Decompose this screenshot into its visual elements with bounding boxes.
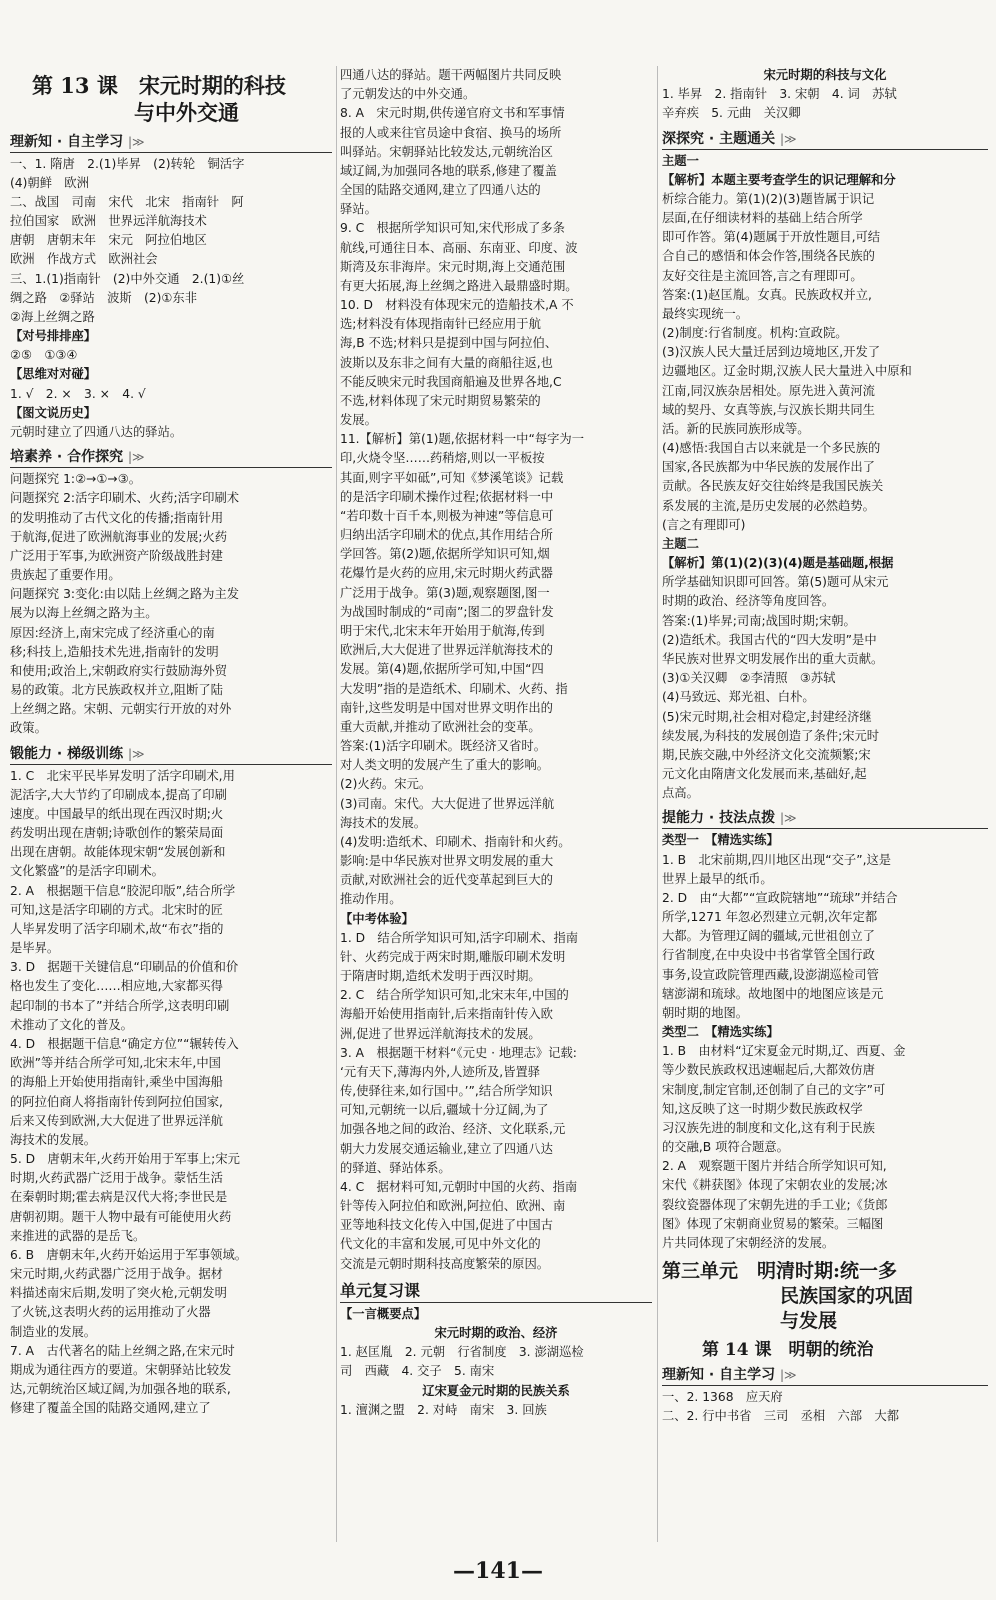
text-line: 【解析】本题主要考查学生的识记理解和分	[662, 172, 896, 187]
text-line: 欧洲 作战方式 欧洲社会	[10, 252, 158, 267]
text-line: 四通八达的驿站。题干两幅图片共同反映	[340, 68, 562, 82]
text-line: 贡献。各民族友好交往始终是我国民族关	[662, 479, 884, 494]
judge-answers: 1. √ 2. × 3. × 4. √	[10, 386, 146, 401]
text-line: 的海船上开始使用指南针,乘坐中国海船	[10, 1075, 223, 1090]
text-line: 展为以海上丝绸之路为主。	[10, 606, 158, 621]
text-line: 文化繁盛”的是活字印刷术。	[10, 864, 164, 879]
text-line: 时期,火药武器广泛用于战争。蒙恬生活	[10, 1171, 223, 1186]
text-line: 有更大拓展,海上丝绸之路进入最鼎盛时期。	[340, 278, 578, 293]
text-line: 所学,1271 年忽必烈建立元朝,次年定都	[662, 910, 878, 925]
coop-answers	[10, 470, 332, 738]
text-line: (4)发明:造纸术、印刷术、指南针和火药。	[340, 834, 571, 849]
section-heading-review: 单元复习课	[340, 1278, 652, 1303]
text-line: 速度。中国最早的纸出现在西汉时期;火	[10, 806, 224, 821]
text-line: 了元朝发达的中外交通。	[340, 87, 476, 102]
text-line: 类型一 【精选实练】	[662, 833, 779, 848]
text-line: 即可作答。第(4)题属于开放性题目,可结	[662, 230, 881, 245]
text-line: 系发展的主流,是历史发展的必然趋势。	[662, 498, 875, 513]
text-line: 发展。	[340, 413, 377, 428]
text-line: 江南,同汉族杂居相处。原先进入黄河流	[662, 383, 875, 398]
text-line: 料描述南宋后期,发明了突火枪,元朝发明	[10, 1286, 227, 1301]
text-line: 海技术的发展。	[340, 815, 427, 830]
text-line: (言之有理即可)	[662, 517, 746, 532]
exam-answers	[340, 929, 652, 1274]
text-line: 政策。	[10, 721, 47, 736]
text-line: 大发明”指的是造纸术、印刷术、火药、指	[340, 681, 568, 696]
column-1	[10, 66, 332, 1542]
text-line: 格也发生了变化……相应地,大家都买得	[10, 979, 223, 994]
text-line: 3. D 据题干关键信息“印刷品的价值和价	[10, 960, 239, 975]
text-line: (3)司南。宋代。大大促进了世界远洋航	[340, 796, 555, 811]
text-line: (2)火药。宋元。	[340, 777, 432, 792]
text-line: 1. 赵匡胤 2. 元朝 行省制度 3. 澎湖巡检	[340, 1345, 584, 1360]
text-line: 最终实现统一。	[662, 306, 749, 321]
text-line: 广泛用于战争。第(3)题,观察题图,图一	[340, 585, 550, 600]
text-line: 代文化的丰富和发展,可见中外文化的	[340, 1237, 541, 1252]
text-line: 主题二	[662, 536, 699, 551]
text-line: 域辽阔,为加强同各地的联系,修建了覆盖	[340, 163, 557, 178]
text-line: 驿站。	[340, 202, 377, 217]
text-line: 的阿拉伯商人将指南针传到阿拉伯国家,	[10, 1094, 223, 1109]
text-line: 对人类文明的发展产生了重大的影响。	[340, 758, 550, 773]
text-line: 图》体现了宋朝商业贸易的繁荣。三幅图	[662, 1216, 884, 1231]
text-line: 2. D 由“大都”“宣政院辖地”“琉球”并结合	[662, 890, 898, 905]
text-line: 后来又传到欧洲,大大促进了世界远洋航	[10, 1113, 223, 1128]
text-line: 2. C 结合所学知识可知,北宋末年,中国的	[340, 988, 569, 1003]
text-line: 宋制度,制定官制,还创制了自己的文字”可	[662, 1082, 886, 1097]
text-line: 于隋唐时期,造纸术发明于西汉时期。	[340, 969, 541, 984]
text-line: 影响:是中华民族对世界文明发展的重大	[340, 854, 554, 869]
text-line: 边疆地区。辽金时期,汉族人民大量进入中原和	[662, 364, 912, 379]
text-line: 海船开始使用指南针,后来指南针传入欧	[340, 1007, 553, 1022]
text-line: 选;材料没有体现指南针已经应用于航	[340, 317, 541, 332]
text-line: 归纳出活字印刷术的优点,其作用结合所	[340, 528, 553, 543]
text-line: 在秦朝时期;霍去病是汉代大将;李世民是	[10, 1190, 228, 1205]
text-line: 可知,元朝统一以后,疆域十分辽阔,为了	[340, 1103, 549, 1118]
text-line: 贵族起了重要作用。	[10, 568, 121, 583]
text-line: 绸之路 ②驿站 波斯 (2)①东非	[10, 290, 198, 305]
column-divider	[657, 66, 658, 1542]
skill-answers	[662, 831, 988, 1253]
text-line: 宋代《耕获图》体现了宋朝农业的发展;冰	[662, 1178, 888, 1193]
science-answers	[662, 85, 988, 123]
text-line: (3)汉族人民大量迁居到边境地区,开发了	[662, 345, 881, 360]
text-line: 叫驿站。宋朝驿站比较发达,元朝统治区	[340, 144, 553, 159]
section-heading-skill: 提能力 · 技法点拨 |≫	[662, 807, 988, 829]
text-line: 3. A 根据题干材料“《元史 · 地理志》记载:	[340, 1045, 577, 1060]
politics-answers	[340, 1343, 652, 1381]
text-line: 4. D 根据题干信息“确定方位”“辗转传入	[10, 1036, 239, 1051]
text-line: 移;科技上,造船技术先进,指南针的发明	[10, 644, 219, 659]
text-line: 的是活字印刷术操作过程;依据材料一中	[340, 489, 554, 504]
text-line: 一、1. 隋唐 2.(1)毕昇 (2)转轮 铜活字	[10, 156, 245, 171]
text-line: 的驿道、驿站体系。	[340, 1160, 451, 1175]
ethnic-answers	[340, 1401, 652, 1420]
deep-answers	[662, 152, 988, 804]
text-line: 2. A 观察题干图片并结合所学知识可知,	[662, 1159, 887, 1174]
text-line: 发展。第(4)题,依据所学可知,中国“四	[340, 662, 544, 677]
text-line: 学回答。第(2)题,依据所学知识可知,烟	[340, 547, 550, 562]
text-line: 习汉族先进的制度和文化,这有利于民族	[662, 1120, 875, 1135]
text-line: 人毕昇发明了活字印刷术,故“布衣”指的	[10, 921, 224, 936]
text-line: 航线,可通往日本、高丽、东南亚、印度、波	[340, 240, 578, 255]
tag-summary: 【一言概要点】	[340, 1306, 427, 1321]
learn-2-answers	[662, 1388, 988, 1426]
text-line: 1. 毕昇 2. 指南针 3. 宋朝 4. 词 苏轼	[662, 87, 897, 102]
train-answers	[10, 767, 332, 1419]
text-line: 8. A 宋元时期,供传递官府文书和军事情	[340, 106, 565, 121]
text-line: 答案:(1)毕昇;司南;战国时期;宋朝。	[662, 613, 856, 628]
text-line: 来推进的武器的是岳飞。	[10, 1228, 146, 1243]
text-line: 全国的陆路交通网,建立了四通八达的	[340, 183, 541, 198]
text-line: 元文化由隋唐文化发展而来,基础好,起	[662, 767, 867, 782]
text-line: 6. B 唐朝末年,火药开始运用于军事领域。	[10, 1247, 248, 1262]
text-line: 5. D 唐朝末年,火药开始用于军事上;宋元	[10, 1152, 240, 1167]
text-line: ②海上丝绸之路	[10, 309, 95, 324]
text-line: 司 西藏 4. 交子 5. 南宋	[340, 1364, 495, 1379]
text-line: 10. D 材料没有体现宋元的造船技术,A 不	[340, 298, 574, 313]
text-line: 类型二 【精选实练】	[662, 1025, 779, 1040]
text-line: (4)朝鲜 欧洲	[10, 175, 89, 190]
text-line: 1. C 北宋平民毕昇发明了活字印刷术,用	[10, 768, 235, 783]
text-line: 二、战国 司南 宋代 北宋 指南针 阿	[10, 194, 244, 209]
text-line: 答案:(1)活字印刷术。既经济又省时。	[340, 739, 547, 754]
text-line: 等少数民族政权迅速崛起后,大都效仿唐	[662, 1063, 875, 1078]
text-line: 1. B 北宋前期,四川地区出现“交子”,这是	[662, 852, 892, 867]
text-line: 传,使驿往来,如行国中。’”,结合所学知识	[340, 1084, 553, 1099]
text-line: 唐朝 唐朝末年 宋元 阿拉伯地区	[10, 233, 207, 248]
text-line: 大都。为管理辽阔的疆域,元世祖创立了	[662, 929, 875, 944]
text-line: 交流是元朝时期科技高度繁荣的原因。	[340, 1256, 550, 1271]
text-line: (4)马致远、郑光祖、白朴。	[662, 690, 815, 705]
text-line: 药发明出现在唐朝;诗歌创作的繁荣局面	[10, 826, 224, 841]
picture-answer: 元朝时建立了四通八达的驿站。	[10, 425, 183, 439]
text-line: (4)感悟:我国自古以来就是一个多民族的	[662, 441, 881, 456]
text-line: 和使用;政治上,宋朝政府实行鼓励海外贸	[10, 663, 228, 678]
text-line: 1. 澶渊之盟 2. 对峙 南宋 3. 回族	[340, 1402, 547, 1417]
text-line: 友好交往是主流回答,言之有理即可。	[662, 268, 863, 283]
subheading-ethnic: 辽宋夏金元时期的民族关系	[422, 1383, 570, 1398]
text-line: 宋元时期,火药武器广泛用于战争。据材	[10, 1267, 223, 1282]
text-line: 9. C 根据所学知识可知,宋代形成了多条	[340, 221, 565, 236]
text-line: 报的人或来往官员途中食宿、换马的场所	[340, 125, 562, 140]
text-line: 7. A 古代著名的陆上丝绸之路,在宋元时	[10, 1343, 235, 1358]
section-heading-coop: 培素养 · 合作探究 |≫	[10, 446, 332, 468]
section-heading-train: 锻能力 · 梯级训练 |≫	[10, 743, 332, 765]
text-line: 1. D 结合所学知识可知,活字印刷术、指南	[340, 930, 579, 945]
column-divider	[336, 66, 337, 1542]
text-line: 国家,各民族都为中华民族的发展作出了	[662, 460, 875, 475]
text-line: 合自己的感悟和体会作答,围绕各民族的	[662, 249, 875, 264]
text-line: 4. C 据材料可知,元朝时中国的火药、指南	[340, 1179, 578, 1194]
text-line: 三、1.(1)指南针 (2)中外交通 2.(1)①丝	[10, 271, 245, 286]
text-line: 达,元朝统治区域辽阔,为加强各地的联系,	[10, 1382, 231, 1397]
pair-answers: ②⑤ ①③④	[10, 348, 78, 363]
text-line: 出现在唐朝。故能体现宋朝“发展创新和	[10, 845, 226, 860]
subheading-politics: 宋元时期的政治、经济	[434, 1326, 558, 1340]
text-line: 印,火烧令坚……药稍熔,则以一平板按	[340, 451, 545, 466]
text-line: 续发展,为科技的发展创造了条件;宋元时	[662, 728, 880, 743]
text-line: 原因:经济上,南宋完成了经济重心的南	[10, 625, 215, 640]
text-line: (2)制度:行省制度。机构:宣政院。	[662, 326, 848, 341]
text-line: 欧洲”等并结合所学可知,北宋末年,中国	[10, 1056, 221, 1071]
text-line: 层面,在仔细读材料的基础上结合所学	[662, 211, 863, 226]
text-line: 为战国时制成的“司南”;图二的罗盘针发	[340, 604, 554, 619]
text-line: 朝大力发展交通运输业,建立了四通八达	[340, 1141, 553, 1156]
text-line: 于航海,促进了欧洲航海事业的发展;火药	[10, 529, 228, 544]
text-line: 是毕昇。	[10, 941, 60, 956]
text-line: 域的契丹、女真等族,与汉族长期共同生	[662, 402, 875, 417]
text-line: 拉伯国家 欧洲 世界远洋航海技术	[10, 214, 207, 229]
text-line: 易的政策。北方民族政权并立,阻断了陆	[10, 683, 223, 698]
text-line: 1. B 由材料“辽宋夏金元时期,辽、西夏、金	[662, 1044, 906, 1059]
text-line: 期,民族交融,中外经济文化交流频繁;宋	[662, 747, 871, 762]
text-line: 针、火药完成于两宋时期,雕版印刷术发明	[340, 949, 566, 964]
text-line: 答案:(1)赵匡胤。女真。民族政权并立,	[662, 287, 872, 302]
text-line: 行省制度,在中央设中书省掌管全国行政	[662, 948, 875, 963]
text-line: 析综合能力。第(1)(2)(3)题皆属于识记	[662, 191, 875, 206]
text-line: 问题探究 2:活字印刷术、火药;活字印刷术	[10, 491, 240, 506]
text-line: 问题探究 1:②→①→③。	[10, 472, 142, 487]
tag-picture: 【图文说历史】	[10, 405, 97, 420]
text-line: 洲,促进了世界远洋航海技术的发展。	[340, 1026, 541, 1041]
text-line: 辖澎湖和琉球。故地图中的地图应该是元	[662, 986, 884, 1001]
text-line: 波斯以及东非之间有大量的商船往返,也	[340, 355, 553, 370]
text-line: 华民族对世界文明发展作出的重大贡献。	[662, 651, 884, 666]
text-line: 贡献,对欧洲社会的近代变革起到巨大的	[340, 873, 553, 888]
column-2	[340, 66, 652, 1542]
section-heading-deep: 深探究 · 主题通关 |≫	[662, 128, 988, 150]
text-line: 知,这反映了这一时期少数民族政权学	[662, 1101, 863, 1116]
text-line: 其面,则字平如砥”,可知《梦溪笔谈》记载	[340, 470, 564, 485]
tag-exam: 【中考体验】	[340, 911, 414, 926]
text-line: 的发明推动了古代文化的传播;指南针用	[10, 510, 224, 525]
subheading-science: 宋元时期的科技与文化	[763, 68, 887, 82]
text-line: 上丝绸之路。宋朝、元朝实行开放的对外	[10, 702, 232, 717]
section-heading-learn-2: 理新知 · 自主学习 |≫	[662, 1364, 988, 1386]
text-line: 唐朝初期。题干人物中最有可能使用火药	[10, 1209, 232, 1224]
text-line: (3)①关汉卿 ②李清照 ③苏轼	[662, 671, 836, 686]
text-line: 了火铳,这表明火药的运用推动了火器	[10, 1305, 211, 1320]
learn-answers	[10, 155, 332, 328]
text-line: 世界上最早的纸币。	[662, 871, 773, 886]
text-line: 起印制的书本了”并结合所学,这表明印刷	[10, 998, 230, 1013]
text-line: (2)造纸术。我国古代的“四大发明”是中	[662, 632, 877, 647]
page-number: —141—	[453, 1558, 543, 1584]
unit-title: 第三单元 明清时期:统一多 民族国家的巩固 与发展	[662, 1260, 914, 1332]
text-line: 欧洲后,大大促进了世界远洋航海技术的	[340, 643, 553, 658]
text-line: 朝时期的地图。	[662, 1005, 749, 1020]
text-line: 加强各地之间的政治、经济、文化联系,元	[340, 1122, 566, 1137]
text-line: 泥活字,大大节约了印刷成本,提高了印刷	[10, 787, 227, 802]
text-line: 片共同体现了宋朝经济的发展。	[662, 1235, 835, 1250]
text-line: 亚等地科技文化传入中国,促进了中国古	[340, 1218, 553, 1233]
text-line: 推动作用。	[340, 892, 402, 907]
answers-continued	[340, 66, 652, 910]
text-line: 广泛用于军事,为欧洲资产阶级战胜封建	[10, 548, 223, 563]
text-line: 问题探究 3:变化:由以陆上丝绸之路为主发	[10, 587, 240, 602]
text-line: 明于宋代,北宋末年开始用于航海,传到	[340, 623, 545, 638]
text-line: 的交融,B 项符合题意。	[662, 1140, 789, 1155]
text-line: 南针,这些发明是中国对世界文明作出的	[340, 700, 553, 715]
tag-judge: 【思维对对碰】	[10, 367, 97, 382]
text-line: 可知,这是活字印刷的方式。北宋时的匠	[10, 902, 223, 917]
section-heading-learn: 理新知 · 自主学习 |≫	[10, 131, 332, 153]
text-line: 主题一	[662, 153, 699, 168]
text-line: (5)宋元时期,社会相对稳定,封建经济继	[662, 709, 872, 724]
text-line: 所学基础知识即可回答。第(5)题可从宋元	[662, 575, 889, 590]
text-line: 修建了覆盖全国的陆路交通网,建立了	[10, 1401, 211, 1416]
text-line: 裂纹瓷器体现了宋朝先进的手工业;《货郎	[662, 1197, 888, 1212]
text-line: 时期的政治、经济等角度回答。	[662, 594, 835, 609]
tag-pair: 【对号排排座】	[10, 329, 97, 344]
text-line: 重大贡献,并推动了欧洲社会的变革。	[340, 719, 541, 734]
text-line: ‘元有天下,薄海内外,人迹所及,皆置驿	[340, 1064, 541, 1079]
lesson-title: 第 13 课 宋元时期的科技 与中外交通	[32, 73, 286, 126]
text-line: 不选,材料体现了宋元时期贸易繁荣的	[340, 393, 541, 408]
text-line: “若印数十百千本,则极为神速”等信息可	[340, 508, 554, 523]
text-line: 花爆竹是火药的应用,宋元时期火药武器	[340, 566, 553, 581]
text-line: 针等传入阿拉伯和欧洲,阿拉伯、欧洲、南	[340, 1199, 566, 1214]
text-line: 2. A 根据题干信息“胶泥印版”,结合所学	[10, 883, 236, 898]
text-line: 事务,设宣政院管理西藏,设澎湖巡检司管	[662, 967, 879, 982]
text-line: 期成为通往西方的要道。宋朝驿站比较发	[10, 1362, 232, 1377]
lesson-14-title: 第 14 课 明朝的统治	[702, 1340, 874, 1361]
text-line: 11.【解析】第(1)题,依据材料一中“每字为一	[340, 432, 585, 447]
column-3	[662, 66, 988, 1542]
text-line: 海技术的发展。	[10, 1132, 97, 1147]
text-line: 术推动了文化的普及。	[10, 1017, 133, 1032]
text-line: 活。新的民族同族形成等。	[662, 421, 810, 436]
text-line: 斯湾及东非海岸。宋元时期,海上交通范围	[340, 259, 566, 274]
text-line: 不能反映宋元时我国商船遍及世界各地,C	[340, 374, 562, 389]
text-line: 一、2. 1368 应天府	[662, 1390, 783, 1405]
text-line: 点高。	[662, 786, 699, 801]
text-line: 制造业的发展。	[10, 1324, 97, 1339]
text-line: 海,B 不选;材料只是提到中国与阿拉伯、	[340, 336, 558, 351]
text-line: 【解析】第(1)(2)(3)(4)题是基础题,根据	[662, 556, 894, 571]
text-line: 辛弃疾 5. 元曲 关汉卿	[662, 106, 801, 121]
text-line: 二、2. 行中书省 三司 丞相 六部 大都	[662, 1409, 899, 1424]
